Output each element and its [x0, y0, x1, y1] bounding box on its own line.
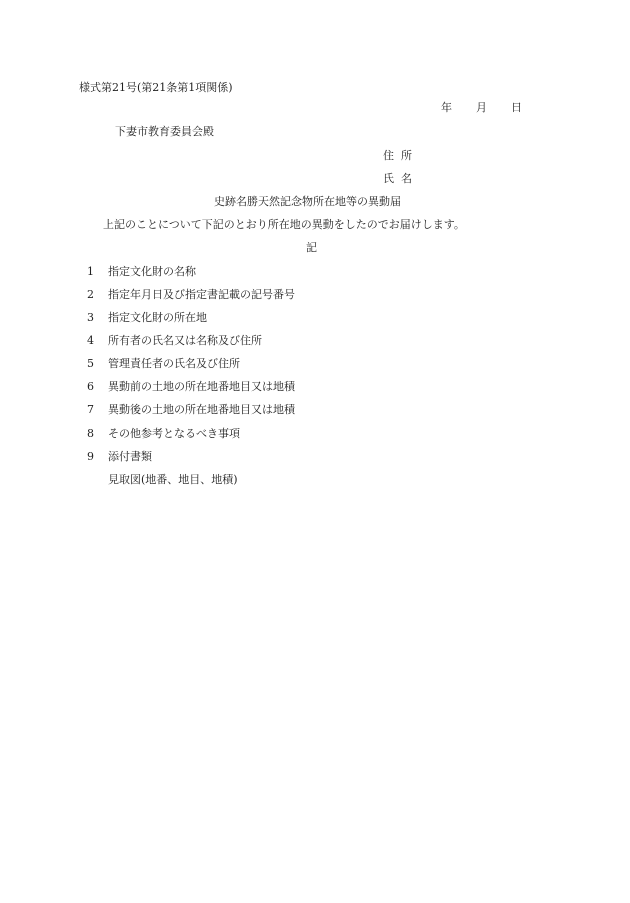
item-text: 所有者の氏名又は名称及び住所: [108, 334, 262, 347]
attachment-text: 見取図(地番、地目、地積): [108, 473, 238, 486]
date-month-label: 月: [476, 101, 487, 114]
item-number: 8: [87, 427, 94, 440]
addressee: 下妻市教育委員会殿: [115, 125, 214, 138]
document-title: 史跡名勝天然記念物所在地等の異動届: [214, 195, 401, 208]
item-number: 1: [87, 265, 94, 278]
item-number: 5: [87, 357, 94, 370]
item-number: 9: [87, 450, 94, 463]
item-text: 添付書類: [108, 450, 152, 463]
ki-heading: 記: [306, 241, 317, 254]
applicant-name-label: 氏名: [383, 172, 419, 185]
item-text: 指定年月日及び指定書記載の記号番号: [108, 288, 295, 301]
document-body-text: 上記のことについて下記のとおり所在地の異動をしたのでお届けします。: [103, 218, 465, 231]
applicant-address-label: 住所: [383, 149, 419, 162]
item-text: 指定文化財の名称: [108, 265, 196, 278]
item-number: 3: [87, 311, 94, 324]
date-year-label: 年: [441, 101, 452, 114]
item-text: 指定文化財の所在地: [108, 311, 207, 324]
item-number: 2: [87, 288, 94, 301]
item-number: 4: [87, 334, 94, 347]
item-text: 異動前の土地の所在地番地目又は地積: [108, 380, 295, 393]
item-text: その他参考となるべき事項: [108, 427, 240, 440]
item-number: 6: [87, 380, 94, 393]
form-number-label: 様式第21号(第21条第1項関係): [79, 81, 233, 94]
item-number: 7: [87, 403, 94, 416]
item-text: 管理責任者の氏名及び住所: [108, 357, 240, 370]
item-text: 異動後の土地の所在地番地目又は地積: [108, 403, 295, 416]
date-day-label: 日: [511, 101, 522, 114]
